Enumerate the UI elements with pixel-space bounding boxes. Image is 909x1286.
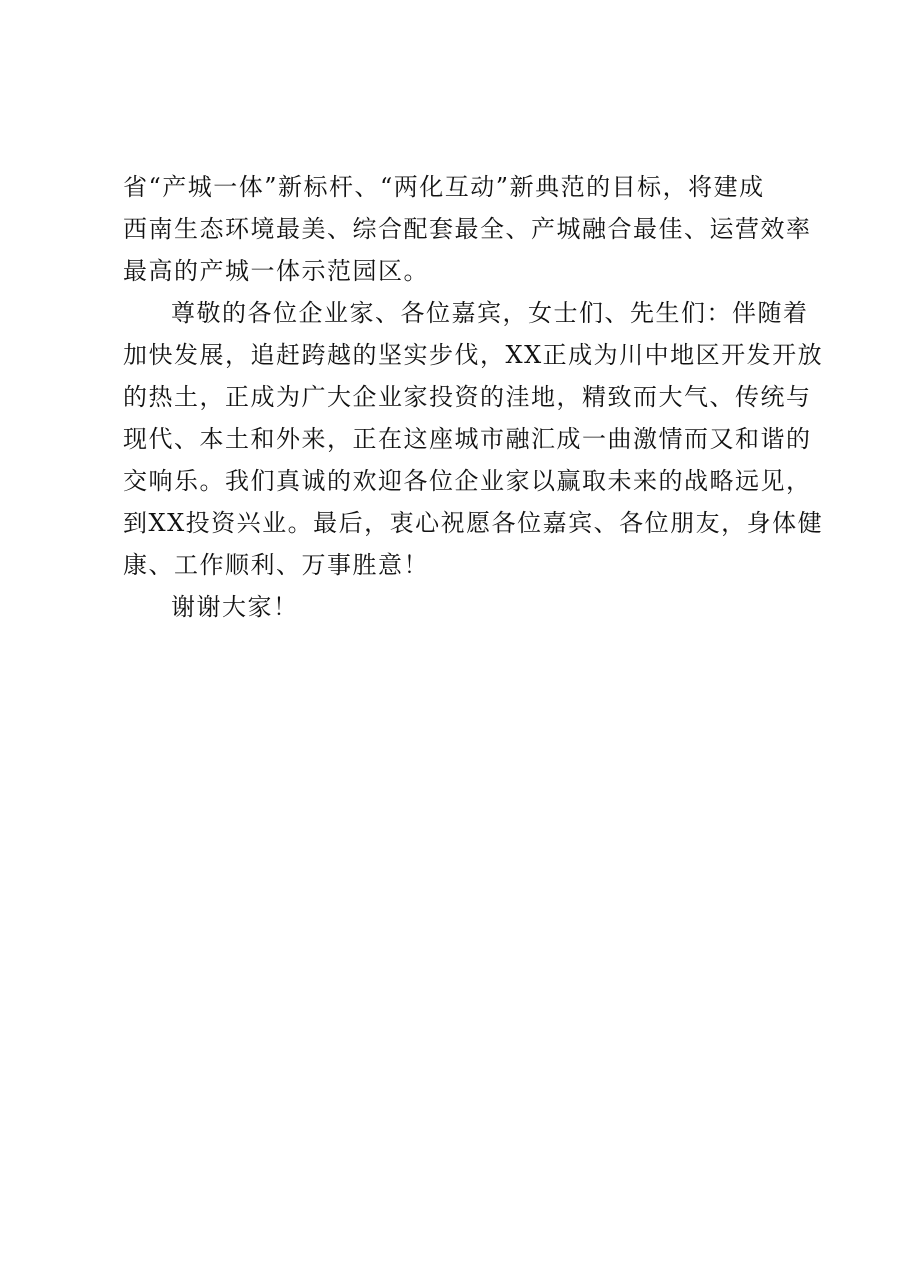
text-line: 加快发展，追赶跨越的坚实步伐，XX正成为川中地区开发开放 [123,341,824,369]
text-line: 到XX投资兴业。最后，衷心祝愿各位嘉宾、各位朋友，身体健 [123,509,824,537]
text-line: 交响乐。我们真诚的欢迎各位企业家以赢取未来的战略远见， [123,467,812,495]
text-line: 西南生态环境最美、综合配套最全、产城融合最佳、运营效率 [123,215,812,243]
text-line: 康、工作顺利、万事胜意！ [123,551,429,579]
paragraph-intro [123,166,812,292]
text-line: 谢谢大家！ [171,593,299,621]
text-line: 现代、本土和外来，正在这座城市融汇成一曲激情而又和谐的 [123,425,812,453]
text-line: 省“产城一体”新标杆、“两化互动”新典范的目标，将建成 [123,173,765,201]
paragraph-closing [123,586,803,628]
paragraph-address [123,292,824,586]
text-line: 的热土，正成为广大企业家投资的洼地，精致而大气、传统与 [123,383,812,411]
document-body [123,166,824,628]
text-line: 最高的产城一体示范园区。 [123,257,429,285]
text-line: 尊敬的各位企业家、各位嘉宾，女士们、先生们：伴随着 [171,299,809,327]
